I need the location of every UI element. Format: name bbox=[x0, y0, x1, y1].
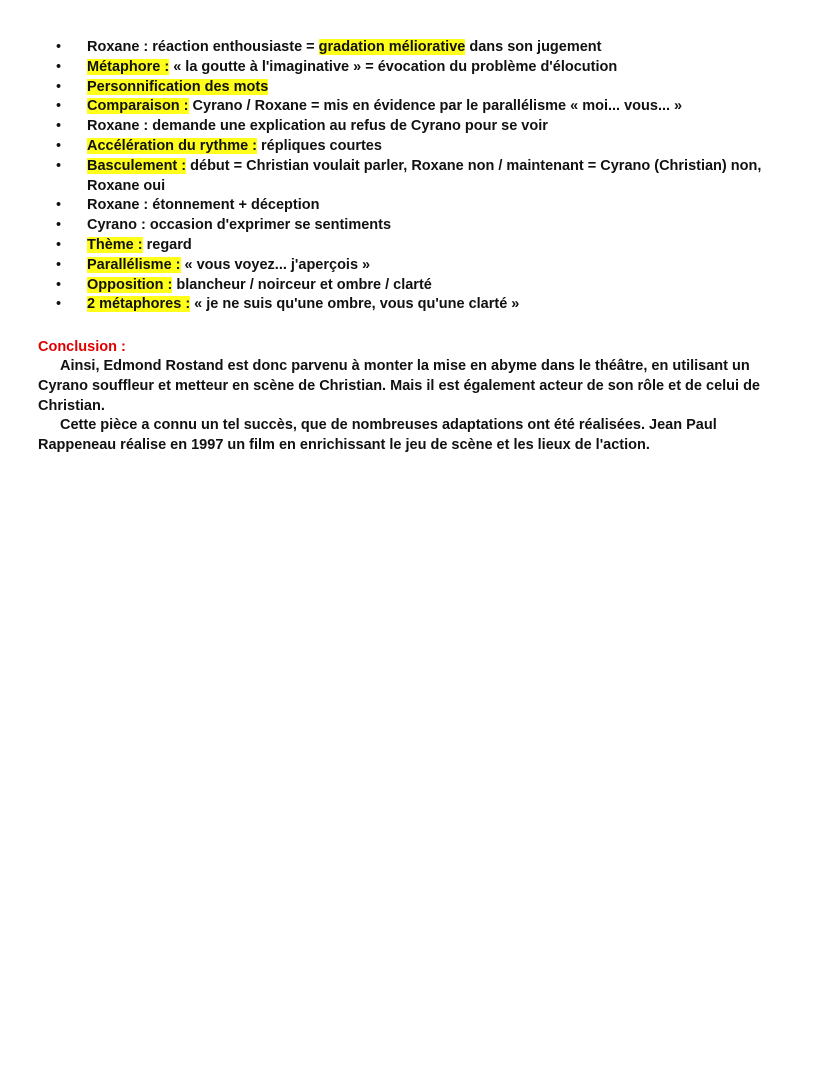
bullet-text: blancheur / noirceur et ombre / clarté bbox=[172, 276, 432, 293]
conclusion-body bbox=[38, 357, 788, 456]
list-item bbox=[56, 216, 796, 236]
highlighted-term: Opposition : bbox=[87, 276, 173, 293]
highlighted-term: Accélération du rythme : bbox=[87, 137, 258, 154]
bullet-text: Roxane : étonnement + déception bbox=[87, 197, 320, 214]
conclusion-heading: Conclusion : bbox=[38, 339, 126, 355]
highlighted-term: Comparaison : bbox=[87, 98, 189, 115]
list-item bbox=[56, 78, 796, 98]
list-item bbox=[56, 295, 796, 315]
bullet-text: « je ne suis qu'une ombre, vous qu'une clarté » bbox=[190, 296, 520, 313]
list-item bbox=[56, 236, 796, 256]
bullet-text: début = Christian voulait parler, Roxane non / maintenant = Cyrano (Christian) non, Roxane oui bbox=[87, 157, 762, 194]
bullet-text: « vous voyez... j'aperçois » bbox=[180, 256, 371, 273]
bullet-text: dans son jugement bbox=[465, 39, 602, 55]
list-item bbox=[56, 137, 796, 157]
bullet-text: « la goutte à l'imaginative » = évocation du problème d'élocution bbox=[169, 58, 618, 75]
list-item bbox=[56, 97, 796, 117]
conclusion-paragraph: Ainsi, Edmond Rostand est donc parvenu à monter la mise en abyme dans le théâtre, en utilisant un Cyrano souffleur et metteur en scène de Christian. Mais il est également acteur de son rôle et de celui de Christian. bbox=[38, 358, 760, 414]
highlighted-term: Basculement : bbox=[87, 157, 187, 174]
highlighted-term: Métaphore : bbox=[87, 58, 170, 75]
list-item bbox=[56, 117, 796, 137]
list-item bbox=[56, 38, 796, 58]
highlighted-term: Personnification des mots bbox=[87, 78, 269, 95]
bullet-text: Roxane : demande une explication au refus de Cyrano pour se voir bbox=[87, 118, 548, 135]
list-item bbox=[56, 196, 796, 216]
highlighted-term: 2 métaphores : bbox=[87, 296, 191, 313]
bullet-text: Cyrano / Roxane = mis en évidence par le parallélisme « moi... vous... » bbox=[188, 98, 683, 115]
conclusion-paragraph: Cette pièce a connu un tel succès, que de nombreuses adaptations ont été réalisées. Jean Paul Rappeneau réalise en 1997 un film en enrichissant le jeu de scène et les lieux de l'action. bbox=[38, 417, 717, 454]
list-item bbox=[56, 256, 796, 276]
list-item bbox=[56, 276, 796, 296]
list-item bbox=[56, 58, 796, 78]
bullet-text: Cyrano : occasion d'exprimer se sentiments bbox=[87, 217, 392, 234]
list-item bbox=[56, 157, 796, 197]
highlighted-term: Thème : bbox=[87, 236, 143, 253]
bullet-text: Roxane : réaction enthousiaste = bbox=[87, 39, 319, 55]
bullet-text: regard bbox=[142, 236, 192, 253]
highlighted-term: gradation méliorative bbox=[318, 39, 466, 55]
highlighted-term: Parallélisme : bbox=[87, 256, 181, 273]
bullet-text: répliques courtes bbox=[257, 137, 382, 154]
analysis-bullet-list bbox=[56, 38, 796, 315]
